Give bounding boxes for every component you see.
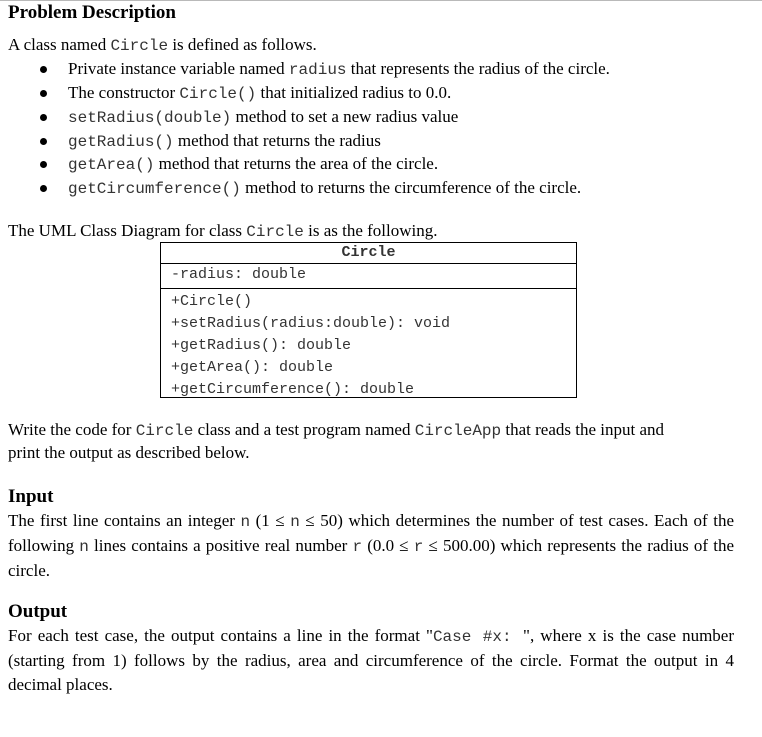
input-text: ≤ 500.00) which represents the radius of the circle. — [8, 536, 734, 580]
bullet-dot — [40, 185, 47, 192]
item-code: radius — [288, 61, 347, 79]
input-code: r — [352, 538, 363, 556]
item-code: getRadius() — [68, 133, 174, 151]
uml-operation: +getRadius(): double — [171, 337, 352, 354]
list-item — [68, 83, 451, 104]
output-paragraph — [8, 624, 734, 697]
list-item — [68, 107, 458, 128]
uml-intro-text-end: is as the following. — [303, 221, 438, 240]
bullet-dot — [40, 161, 47, 168]
list-item — [68, 154, 438, 175]
uml-operation: +getArea(): double — [171, 359, 334, 376]
input-text: The first line contains an integer — [8, 511, 241, 530]
bullet-dot — [40, 138, 47, 145]
bullet-dot — [40, 114, 47, 121]
item-text: Private instance variable named — [68, 59, 289, 78]
uml-attribute: -radius: double — [161, 264, 576, 289]
item-text-end: that represents the radius of the circle. — [346, 59, 610, 78]
input-text: (0.0 ≤ — [362, 536, 414, 555]
input-heading: Input — [8, 486, 54, 507]
write-text: Write the code for — [8, 420, 136, 439]
list-item — [68, 59, 610, 80]
uml-operation: +setRadius(radius:double): void — [171, 315, 451, 332]
write-line-1 — [8, 420, 664, 441]
input-text: lines contains a positive real number — [88, 536, 353, 555]
uml-operation: +Circle() — [171, 293, 253, 310]
uml-operation: +getCircumference(): double — [171, 381, 415, 398]
uml-class-name: Circle — [161, 243, 576, 264]
item-code: setRadius(double) — [68, 109, 232, 127]
item-code: getArea() — [68, 156, 155, 174]
item-text-end: method that returns the area of the circle. — [154, 154, 439, 173]
write-text-end: that reads the input and — [501, 420, 665, 439]
uml-operations — [161, 289, 576, 401]
input-code: r — [413, 538, 424, 556]
input-paragraph — [8, 509, 734, 583]
intro-code: Circle — [110, 37, 169, 55]
item-text-end: method that returns the radius — [173, 131, 381, 150]
input-code: n — [290, 513, 300, 531]
write-code-app: CircleApp — [414, 422, 502, 440]
item-text-end: method to returns the circumference of the circle. — [240, 178, 582, 197]
input-code: n — [79, 538, 89, 556]
item-code: getCircumference() — [68, 180, 241, 198]
write-code: Circle — [135, 422, 194, 440]
write-line-2: print the output as described below. — [8, 443, 250, 462]
page-title: Problem Description — [8, 2, 176, 23]
output-heading: Output — [8, 601, 68, 622]
input-text: ≤ 50) which determines the number of test cases. Each of the following — [8, 511, 735, 555]
intro-text: A class named — [8, 35, 111, 54]
bullet-dot — [40, 90, 47, 97]
uml-intro-code: Circle — [246, 223, 304, 241]
input-text: (1 ≤ — [250, 511, 291, 530]
uml-class-diagram — [160, 242, 577, 398]
top-border — [0, 0, 762, 1]
intro-text-end: is defined as follows. — [168, 35, 317, 54]
item-text-end: that initialized radius to 0.0. — [256, 83, 452, 102]
uml-intro-text: The UML Class Diagram for class — [8, 221, 247, 240]
output-text: For each test case, the output contains a line in the format " — [8, 626, 433, 645]
input-code: n — [240, 513, 251, 531]
list-item — [68, 178, 581, 199]
write-text-mid: class and a test program named — [193, 420, 415, 439]
output-code: Case #x: — [432, 628, 524, 646]
item-text: The constructor — [68, 83, 180, 102]
intro-line — [8, 35, 317, 56]
output-text: ", where x is the case number (starting from 1) follows by the radius, area and circumference of the circle. Format the output in 4 decimal places. — [8, 626, 735, 694]
item-text-end: method to set a new radius value — [231, 107, 459, 126]
list-item — [68, 131, 381, 152]
uml-intro-line — [8, 221, 438, 242]
bullet-dot — [40, 66, 47, 73]
item-code: Circle() — [179, 85, 257, 103]
